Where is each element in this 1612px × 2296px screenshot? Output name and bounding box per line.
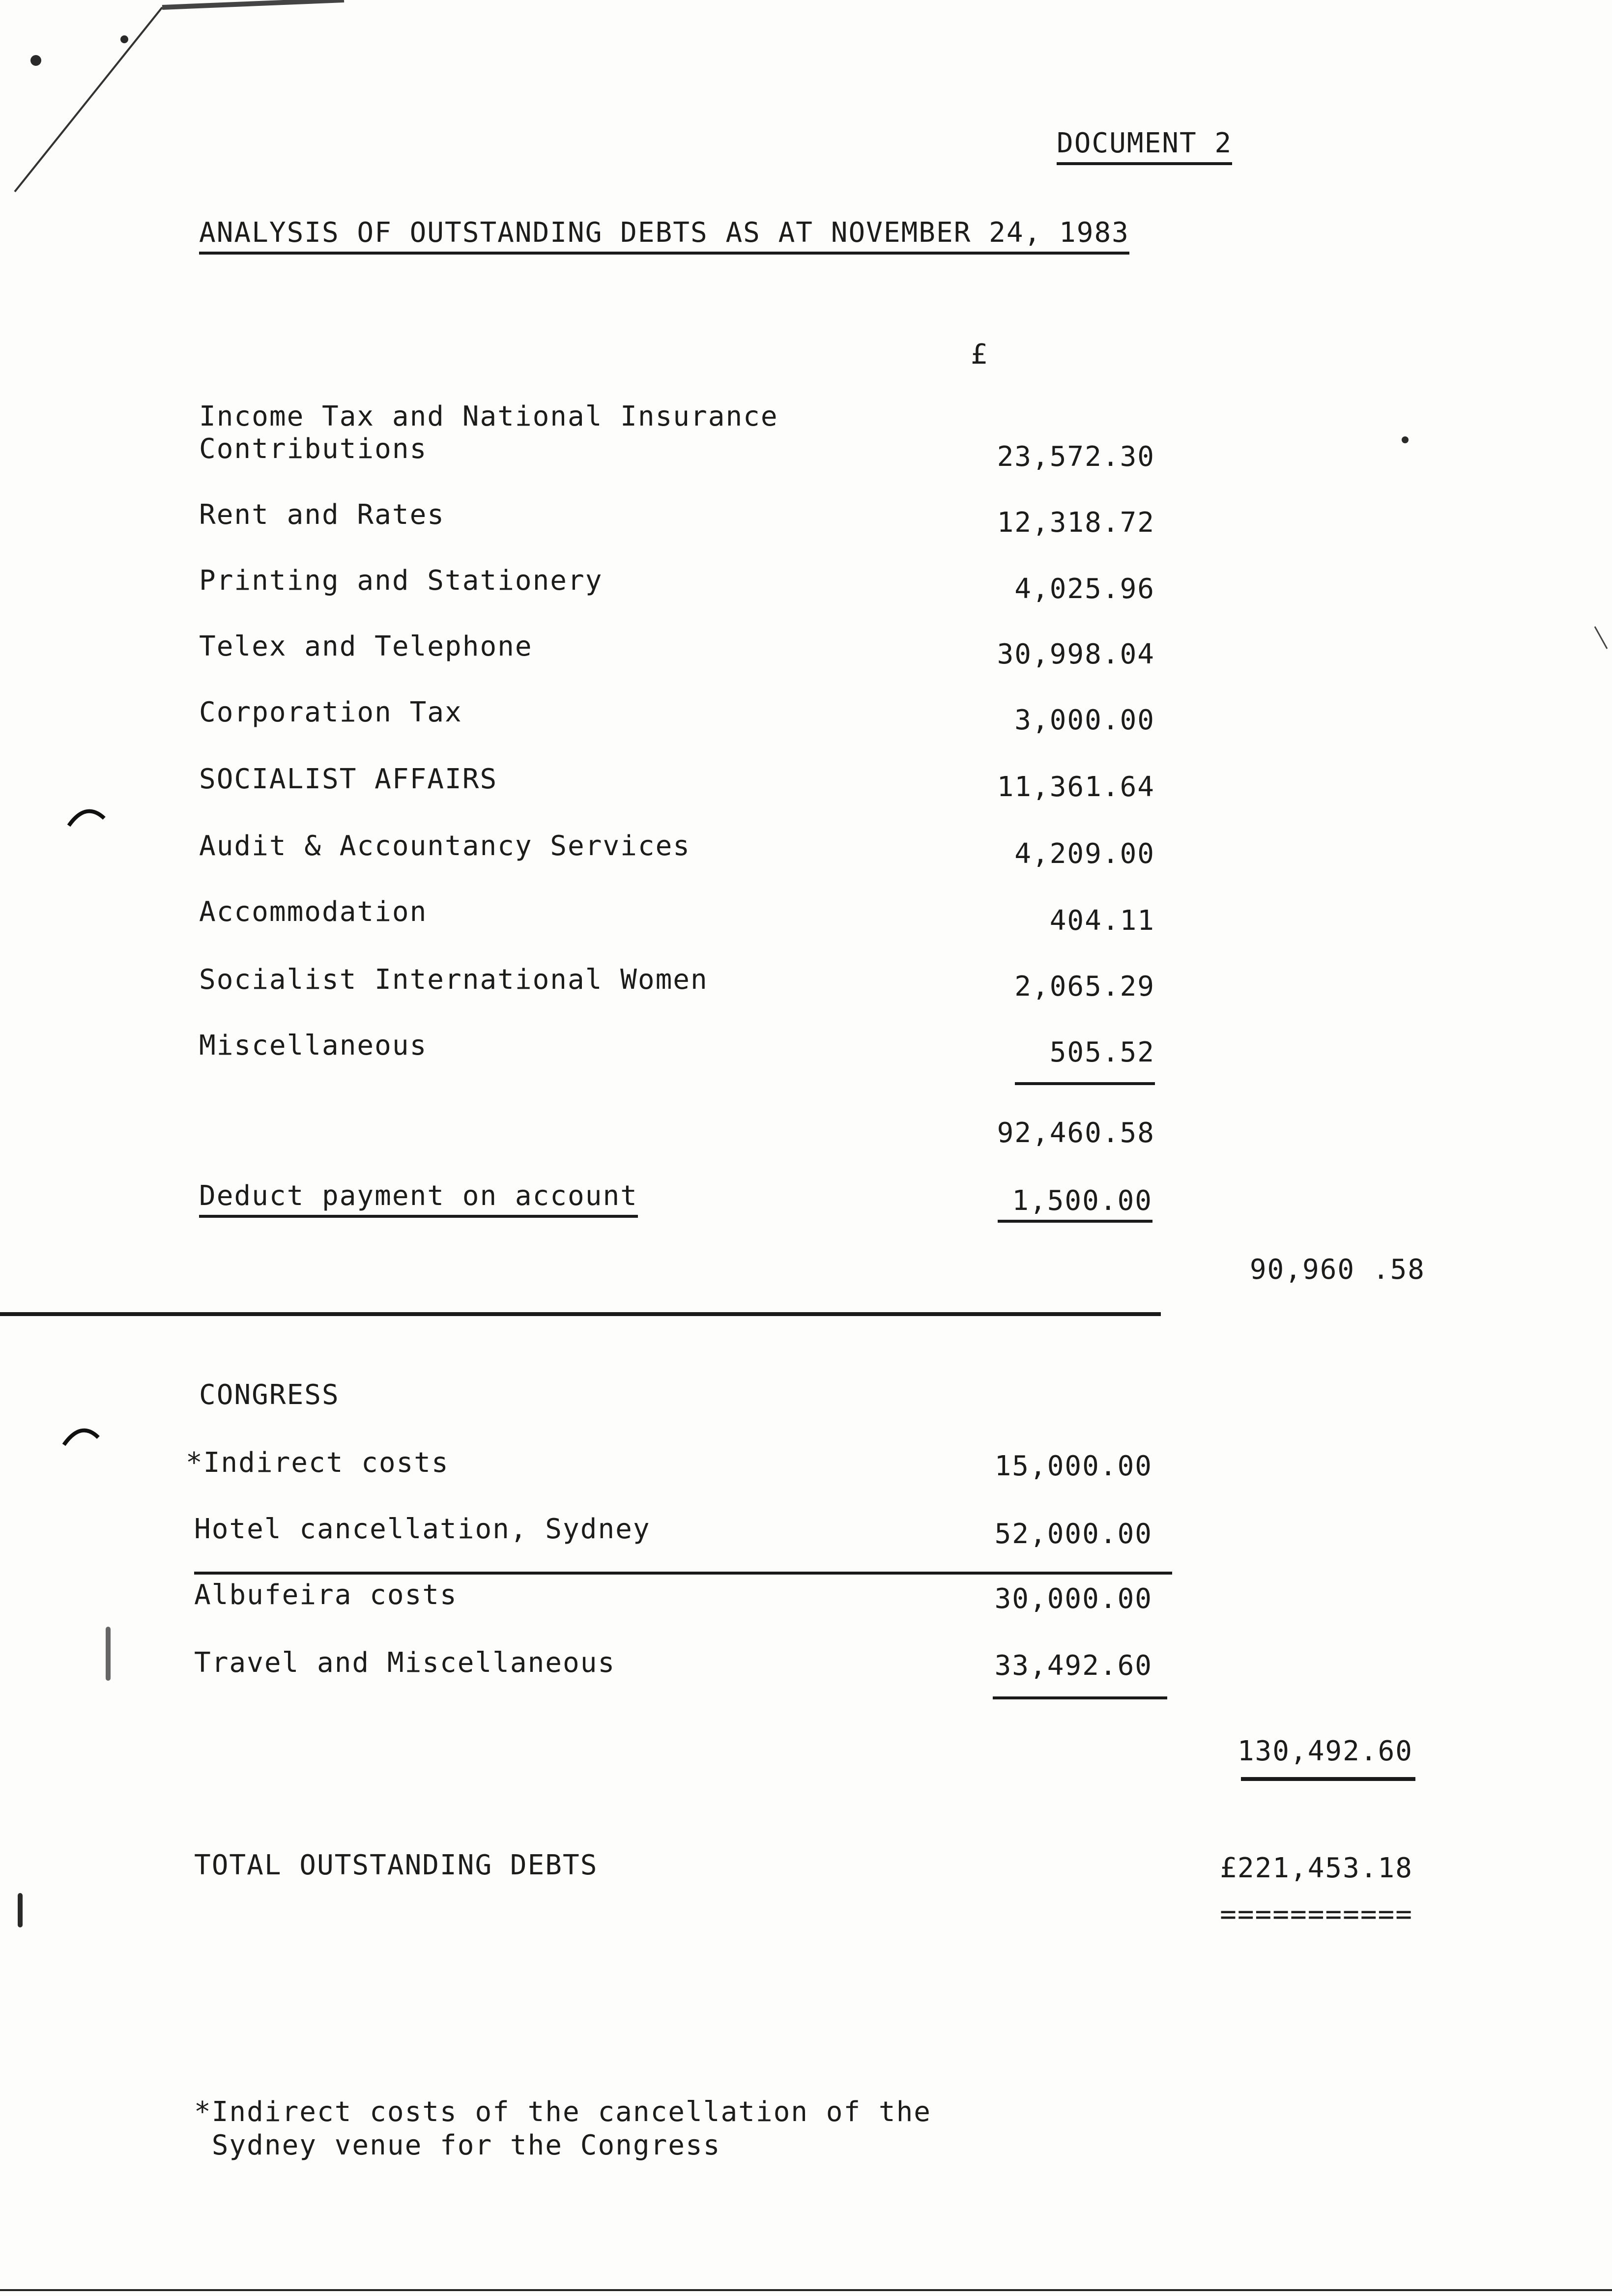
grand-total-label: TOTAL OUTSTANDING DEBTS — [194, 1849, 598, 1881]
item-label: Contributions — [199, 433, 428, 465]
currency-header: £ — [971, 339, 988, 371]
margin-scratch — [106, 1627, 111, 1681]
margin-scratch — [18, 1893, 23, 1927]
section-heading: CONGRESS — [199, 1379, 340, 1411]
item-amount: 30,000.00 — [994, 1583, 1152, 1615]
hole-punch-mark — [64, 1431, 98, 1445]
speck — [1402, 436, 1409, 443]
item-label: Accommodation — [199, 896, 428, 928]
item-amount: 23,572.30 — [997, 441, 1155, 473]
subtotal-amount: 92,460.58 — [997, 1117, 1155, 1149]
item-label: Hotel cancellation, Sydney — [194, 1513, 651, 1545]
item-label: Income Tax and National Insurance — [199, 401, 778, 432]
item-amount: 33,492.60 — [994, 1650, 1152, 1682]
item-amount: 52,000.00 — [994, 1518, 1152, 1550]
page-title: ANALYSIS OF OUTSTANDING DEBTS AS AT NOVEMBER 24, 1983 — [199, 216, 1129, 255]
item-label: Rent and Rates — [199, 499, 445, 531]
item-label: Albufeira costs — [194, 1579, 458, 1611]
margin-mark — [1595, 627, 1607, 649]
corner-fold-mark — [162, 0, 344, 7]
item-label: *Indirect costs — [186, 1447, 449, 1479]
grand-total-double-rule: =========== — [1220, 1898, 1413, 1930]
section2-total: 130,492.60 — [1237, 1735, 1413, 1767]
item-amount: 4,025.96 — [1014, 573, 1155, 605]
item-label: Corporation Tax — [199, 696, 462, 728]
item-amount: 4,209.00 — [1014, 838, 1155, 870]
item-label: Miscellaneous — [199, 1030, 428, 1062]
item-amount: 3,000.00 — [1014, 704, 1155, 736]
document-label: DOCUMENT 2 — [1057, 127, 1232, 165]
section1-net-total: 90,960 .58 — [1249, 1254, 1425, 1286]
item-amount: 404.11 — [1049, 905, 1155, 937]
item-amount: 30,998.04 — [997, 638, 1155, 670]
item-label: Printing and Stationery — [199, 565, 603, 597]
item-amount: 11,361.64 — [997, 771, 1155, 803]
item-amount: 15,000.00 — [994, 1450, 1152, 1482]
footnote-line: Sydney venue for the Congress — [194, 2129, 721, 2161]
speck — [120, 35, 128, 43]
grand-total-amount: £221,453.18 — [1220, 1852, 1413, 1884]
item-label: SOCIALIST AFFAIRS — [199, 763, 498, 795]
footnote-line: *Indirect costs of the cancellation of the — [194, 2096, 932, 2128]
item-amount: 12,318.72 — [997, 507, 1155, 539]
item-label: Travel and Miscellaneous — [194, 1647, 616, 1679]
item-amount: 505.52 — [1049, 1036, 1155, 1068]
item-amount: 2,065.29 — [1014, 971, 1155, 1003]
deduct-label: Deduct payment on account — [199, 1179, 638, 1218]
corner-fold-mark — [15, 7, 162, 192]
item-label: Socialist International Women — [199, 964, 708, 996]
item-label: Telex and Telephone — [199, 631, 533, 662]
speck — [30, 55, 41, 66]
deduct-amount: 1,500.00 — [998, 1184, 1152, 1223]
item-label: Audit & Accountancy Services — [199, 830, 691, 862]
hole-punch-mark — [69, 811, 104, 826]
